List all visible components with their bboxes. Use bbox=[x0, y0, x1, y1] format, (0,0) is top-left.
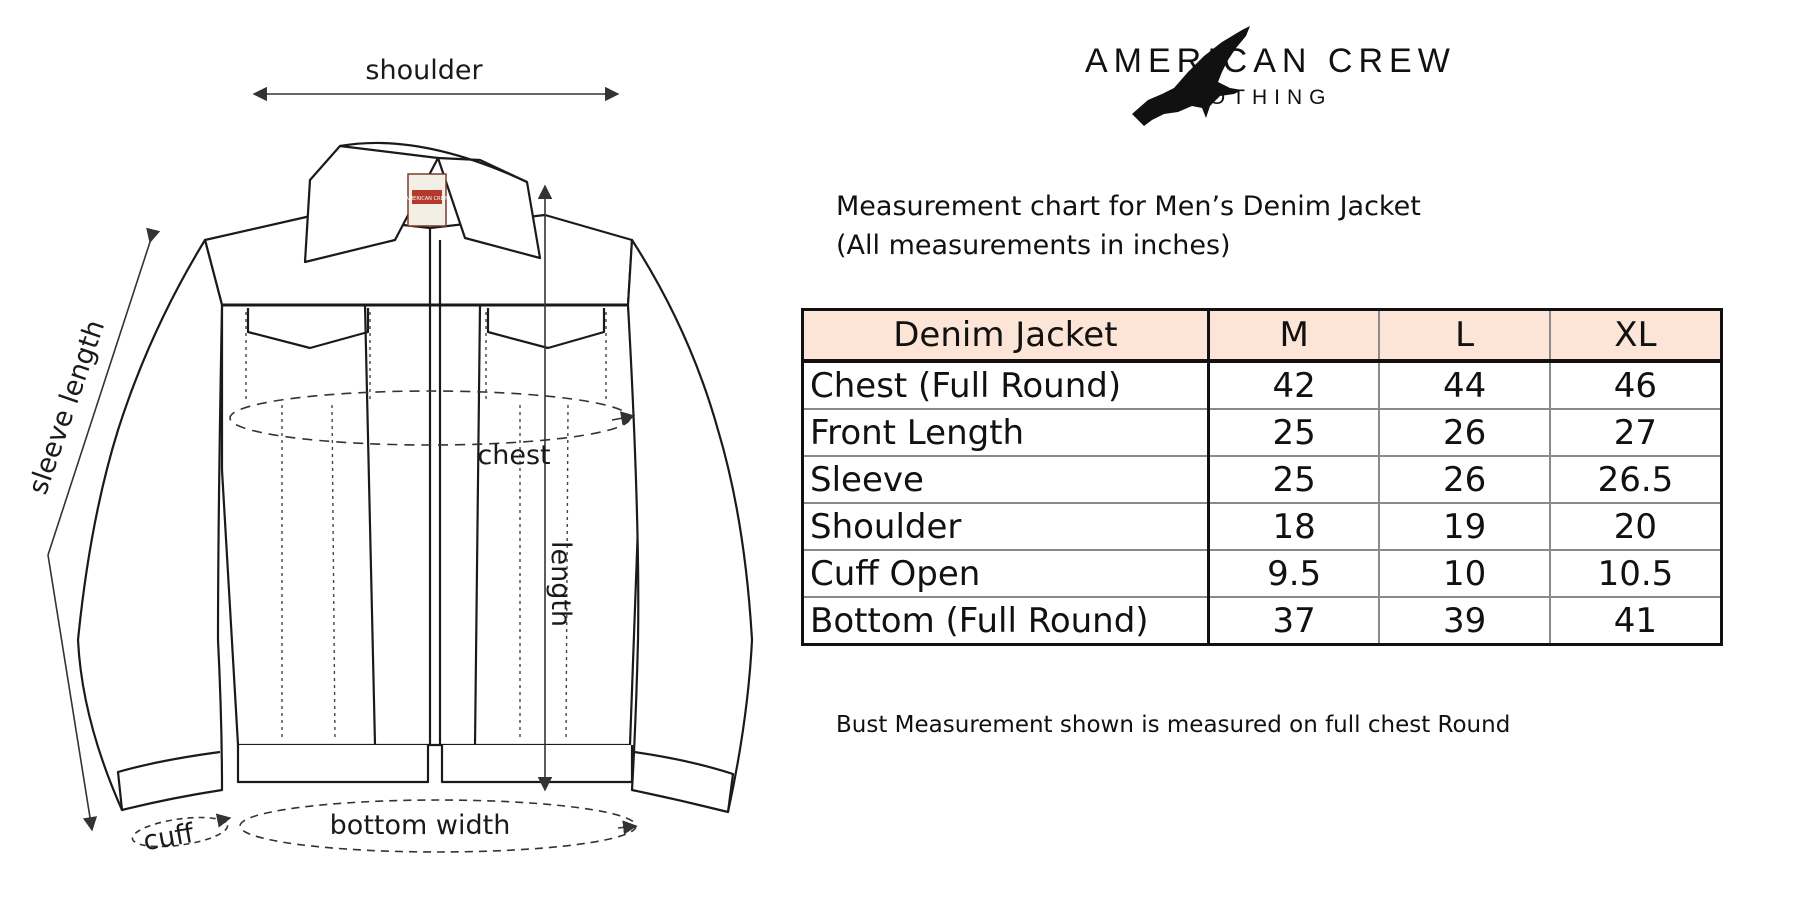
table-header-cell: M bbox=[1208, 310, 1379, 362]
table-row bbox=[803, 361, 1722, 409]
table-cell: 25 bbox=[1208, 456, 1379, 503]
table-cell: 26 bbox=[1379, 456, 1549, 503]
table-cell: 26 bbox=[1379, 409, 1549, 456]
table-row bbox=[803, 503, 1722, 550]
table-cell: 39 bbox=[1379, 597, 1549, 645]
table-cell: 27 bbox=[1550, 409, 1722, 456]
size-chart-table bbox=[801, 308, 1723, 646]
table-row bbox=[803, 597, 1722, 645]
table-cell: 42 bbox=[1208, 361, 1379, 409]
table-header-cell: L bbox=[1379, 310, 1549, 362]
collar-label-badge bbox=[405, 174, 448, 226]
table-header-cell: Denim Jacket bbox=[803, 310, 1209, 362]
label-cuff: cuff bbox=[140, 817, 197, 858]
label-length: length bbox=[545, 540, 576, 628]
chart-title-line1: Measurement chart for Men’s Denim Jacket bbox=[836, 191, 1421, 222]
label-chest: chest bbox=[477, 440, 551, 471]
table-cell: 9.5 bbox=[1208, 550, 1379, 597]
table-cell: 46 bbox=[1550, 361, 1722, 409]
table-row-label: Shoulder bbox=[803, 503, 1209, 550]
chart-title-line2: (All measurements in inches) bbox=[836, 230, 1231, 261]
label-sleeve-length: sleeve length bbox=[22, 316, 112, 499]
jacket-outline bbox=[78, 143, 752, 812]
table-cell: 20 bbox=[1550, 503, 1722, 550]
label-shoulder: shoulder bbox=[365, 55, 483, 86]
table-cell: 26.5 bbox=[1550, 456, 1722, 503]
jacket-diagram bbox=[0, 0, 790, 898]
table-row bbox=[803, 550, 1722, 597]
table-header-cell: XL bbox=[1550, 310, 1722, 362]
table-row-label: Bottom (Full Round) bbox=[803, 597, 1209, 645]
table-cell: 44 bbox=[1379, 361, 1549, 409]
table-row-label: Sleeve bbox=[803, 456, 1209, 503]
table-cell: 10.5 bbox=[1550, 550, 1722, 597]
table-row-label: Chest (Full Round) bbox=[803, 361, 1209, 409]
table-cell: 19 bbox=[1379, 503, 1549, 550]
table-row-label: Front Length bbox=[803, 409, 1209, 456]
table-cell: 25 bbox=[1208, 409, 1379, 456]
table-cell: 37 bbox=[1208, 597, 1379, 645]
table-cell: 41 bbox=[1550, 597, 1722, 645]
table-cell: 10 bbox=[1379, 550, 1549, 597]
brand-name: AMERICAN CREW bbox=[1085, 42, 1456, 80]
table-row bbox=[803, 409, 1722, 456]
chart-title bbox=[836, 187, 1421, 265]
table-header-row bbox=[803, 310, 1722, 362]
footnote: Bust Measurement shown is measured on full chest Round bbox=[836, 712, 1511, 738]
table-row-label: Cuff Open bbox=[803, 550, 1209, 597]
svg-text:AMERICAN CREW: AMERICAN CREW bbox=[405, 196, 449, 202]
label-bottom-width: bottom width bbox=[329, 810, 511, 841]
table-row bbox=[803, 456, 1722, 503]
brand-subtitle: CLOTHING bbox=[1168, 86, 1333, 109]
table-cell: 18 bbox=[1208, 503, 1379, 550]
